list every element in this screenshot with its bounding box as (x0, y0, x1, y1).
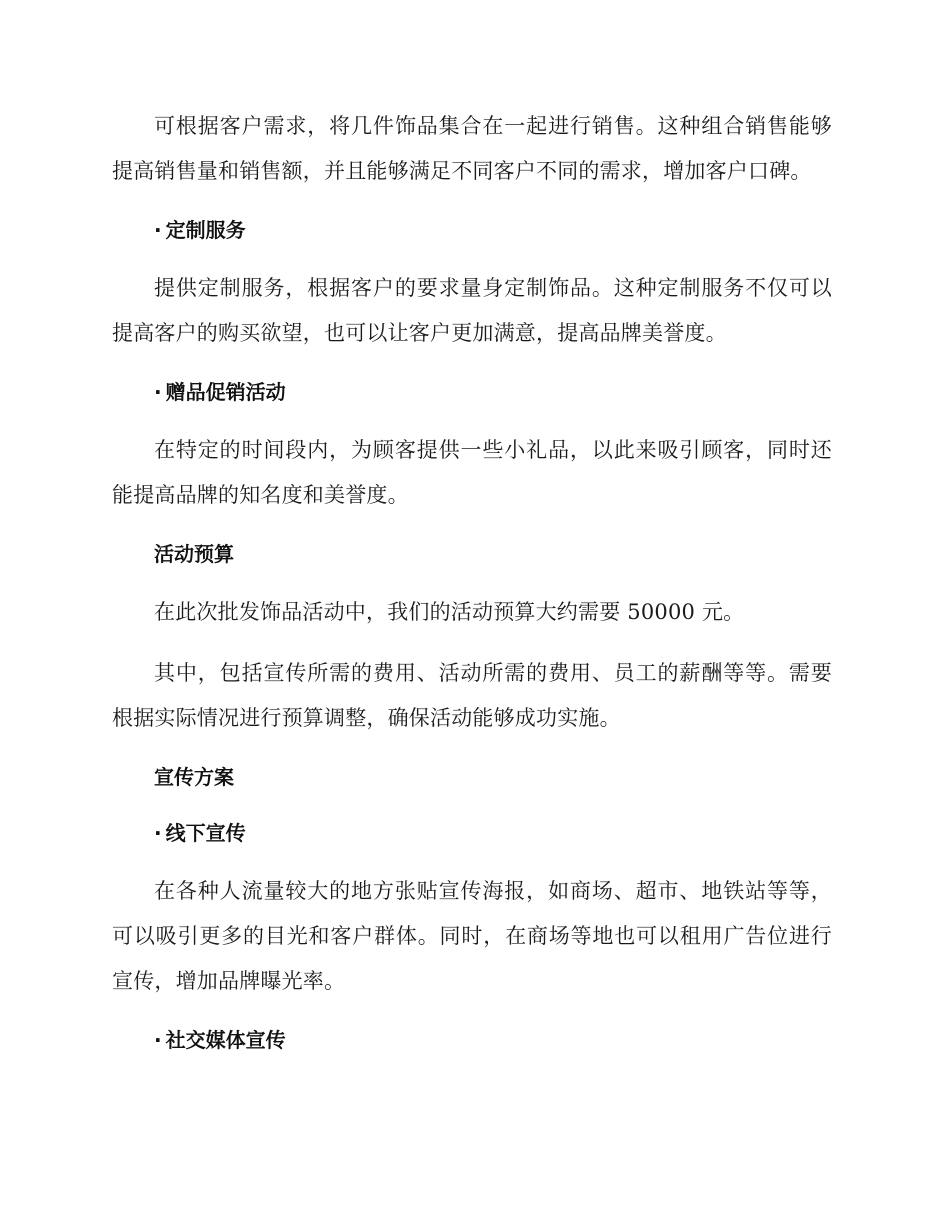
heading-text: 定制服务 (165, 218, 246, 242)
paragraph-budget-details: 其中，包括宣传所需的费用、活动所需的费用、员工的薪酬等等。需要根据实际情况进行预算调整，确保活动能够成功实施。 (112, 661, 832, 730)
bullet-heading-gift-promotion (112, 372, 832, 412)
bullet-marker: · (154, 821, 162, 845)
bullet-heading-custom-service (112, 210, 832, 250)
paragraph-budget-amount: 在此次批发饰品活动中，我们的活动预算大约需要 50000 元。 (154, 600, 745, 624)
heading-text: 线下宣传 (165, 821, 246, 845)
paragraph-gift-promotion: 在特定的时间段内，为顾客提供一些小礼品，以此来吸引顾客，同时还能提高品牌的知名度和美誉度。 (112, 438, 832, 507)
section-heading-promotion-plan: 宣传方案 (154, 765, 234, 789)
bullet-marker: · (154, 380, 162, 404)
bullet-heading-offline-promotion (112, 813, 832, 853)
document-body (112, 104, 832, 1076)
paragraph-combo-sales: 可根据客户需求，将几件饰品集合在一起进行销售。这种组合销售能够提高销售量和销售额，并且能够满足不同客户不同的需求，增加客户口碑。 (112, 114, 832, 183)
bullet-heading-social-media (112, 1020, 832, 1060)
heading-text: 赠品促销活动 (165, 380, 286, 404)
paragraph-custom-service: 提供定制服务，根据客户的要求量身定制饰品。这种定制服务不仅可以提高客户的购买欲望，也可以让客户更加满意，提高品牌美誉度。 (112, 276, 832, 345)
heading-text: 社交媒体宣传 (165, 1028, 286, 1052)
section-heading-budget: 活动预算 (154, 542, 234, 566)
bullet-marker: · (154, 218, 162, 242)
paragraph-offline-promotion: 在各种人流量较大的地方张贴宣传海报，如商场、超市、地铁站等等，可以吸引更多的目光和客户群体。同时，在商场等地也可以租用广告位进行宣传，增加品牌曝光率。 (112, 879, 832, 993)
bullet-marker: · (154, 1028, 162, 1052)
